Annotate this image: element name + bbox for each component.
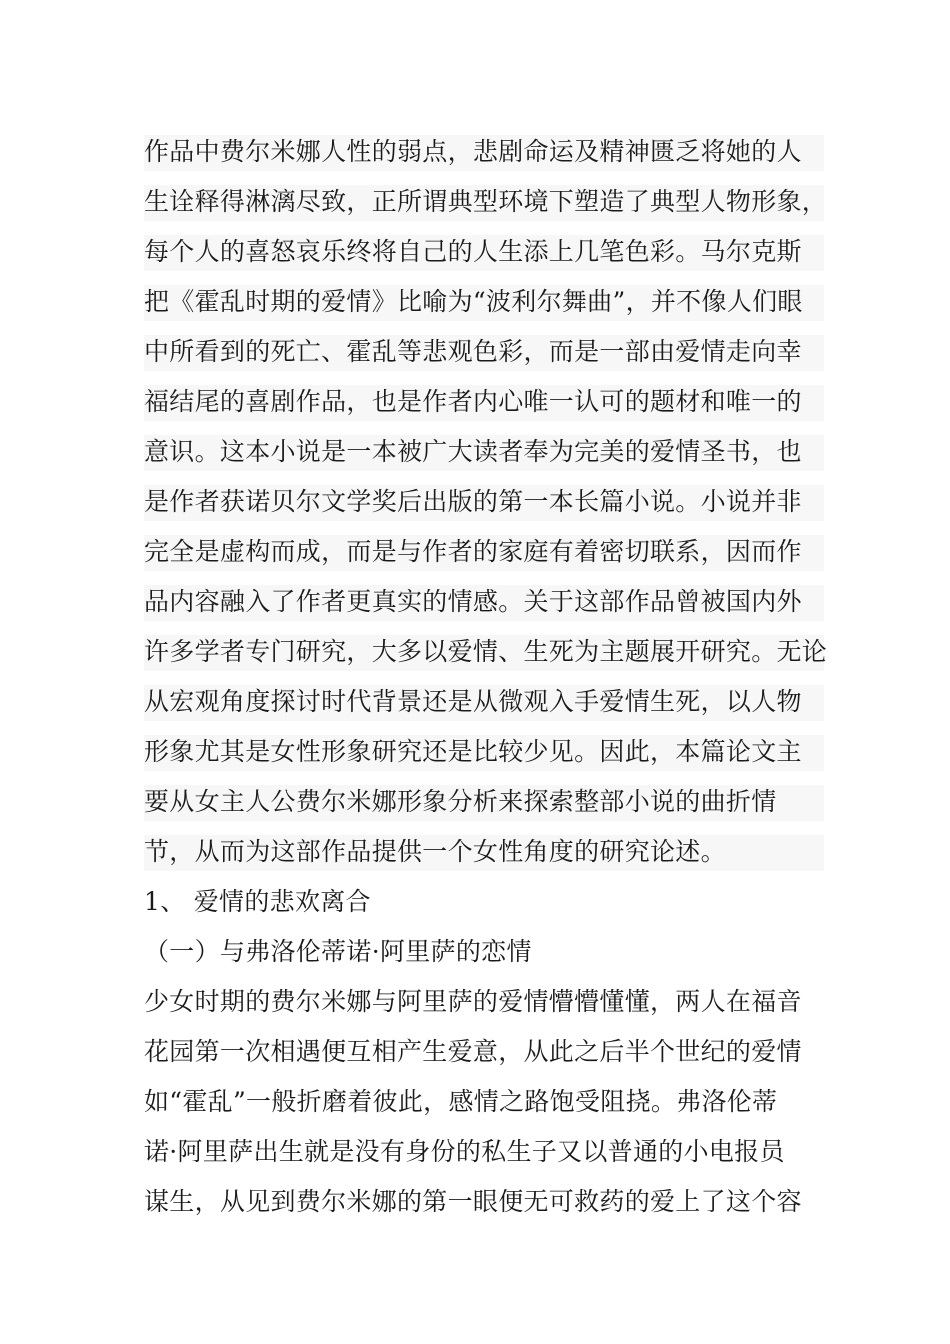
paragraph-2 [144,977,824,1227]
paragraph-1 [144,127,828,877]
text-line: 花园第一次相遇便互相产生爱意，从此之后半个世纪的爱情 [144,1037,802,1066]
text-line: 意识。这本小说是一本被广大读者奉为完美的爱情圣书，也 [144,427,824,477]
text-line: 中所看到的死亡、霍乱等悲观色彩，而是一部由爱情走向幸 [144,327,824,377]
text-line: 把《霍乱时期的爱情》比喻为“波利尔舞曲”，并不像人们眼 [144,277,824,327]
text-line: 要从女主人公费尔米娜形象分析来探索整部小说的曲折情 [144,777,824,827]
text-line: 节，从而为这部作品提供一个女性角度的研究论述。 [144,827,824,877]
text-line: 完全是虚构而成，而是与作者的家庭有着密切联系，因而作 [144,527,824,577]
text-line: 形象尤其是女性形象研究还是比较少见。因此，本篇论文主 [144,727,824,777]
document-body [144,127,828,1227]
text-line: 每个人的喜怒哀乐终将自己的人生添上几笔色彩。马尔克斯 [144,227,824,277]
text-line: 诺·阿里萨出生就是没有身份的私生子又以普通的小电报员 [144,1137,785,1166]
text-line: 从宏观角度探讨时代背景还是从微观入手爱情生死，以人物 [144,677,824,727]
text-line: 作品中费尔米娜人性的弱点，悲剧命运及精神匮乏将她的人 [144,127,824,177]
text-line: 许多学者专门研究，大多以爱情、生死为主题展开研究。无论 [144,627,824,677]
text-line: 少女时期的费尔米娜与阿里萨的爱情懵懵懂懂，两人在福音 [144,987,802,1016]
text-line: 品内容融入了作者更真实的情感。关于这部作品曾被国内外 [144,577,824,627]
text-line: 如“霍乱”一般折磨着彼此，感情之路饱受阻挠。弗洛伦蒂 [144,1087,778,1116]
text-line: 福结尾的喜剧作品，也是作者内心唯一认可的题材和唯一的 [144,377,824,427]
text-line: 生诠释得淋漓尽致，正所谓典型环境下塑造了典型人物形象， [144,177,824,227]
text-line: 是作者获诺贝尔文学奖后出版的第一本长篇小说。小说并非 [144,477,824,527]
text-line: 谋生，从见到费尔米娜的第一眼便无可救药的爱上了这个容 [144,1187,802,1216]
subsection-heading: （一）与弗洛伦蒂诺·阿里萨的恋情 [144,937,532,966]
section-heading: 1、 爱情的悲欢离合 [144,887,371,916]
